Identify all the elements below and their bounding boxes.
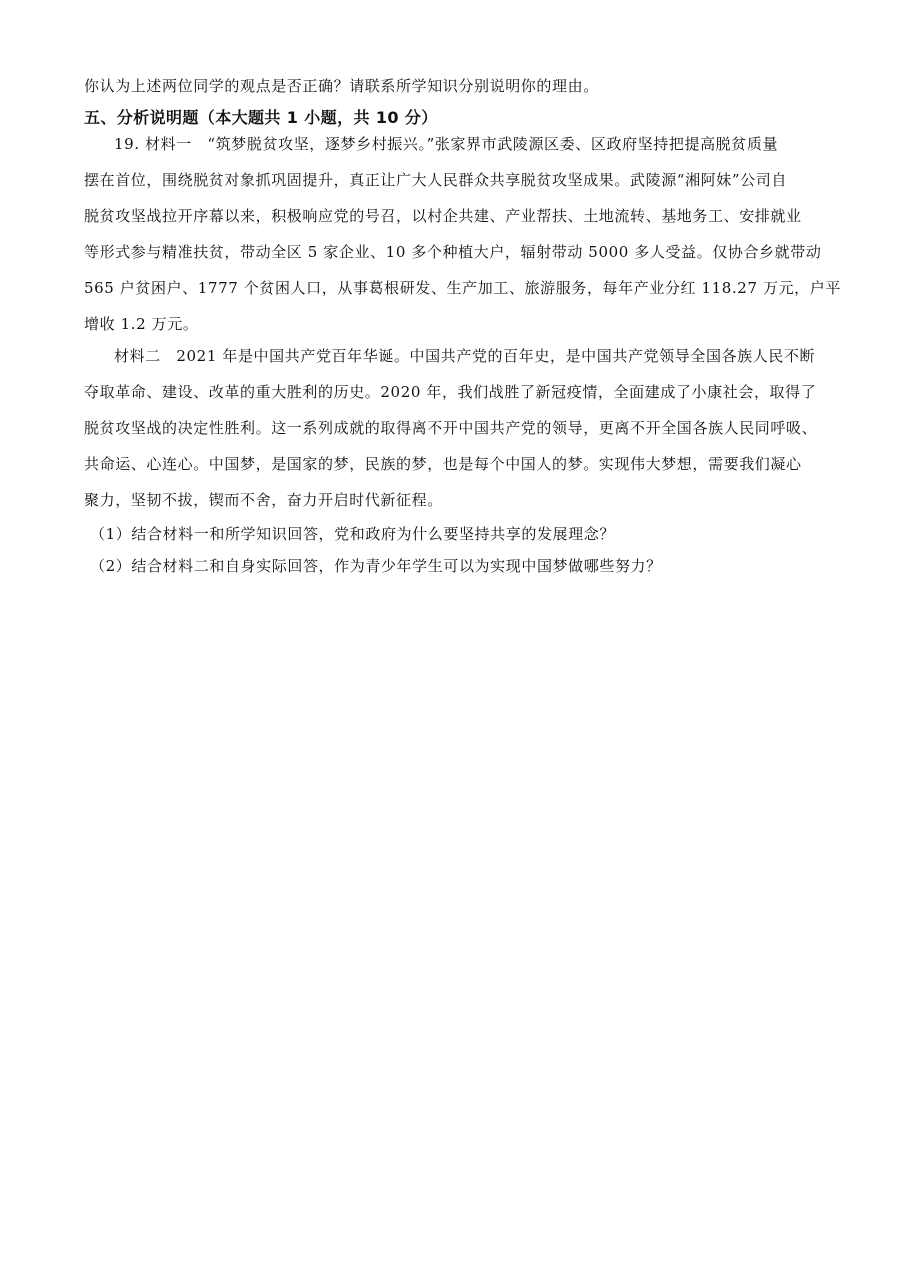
question-item: （2）结合材料二和自身实际回答，作为青少年学生可以为实现中国梦做哪些努力？	[90, 557, 662, 575]
paragraph-line: 共命运、心连心。中国梦，是国家的梦，民族的梦，也是每个中国人的梦。实现伟大梦想，需要我们凝心	[84, 455, 802, 473]
paragraph-line: 夺取革命、建设、改革的重大胜利的历史。2020 年，我们战胜了新冠疫情，全面建成了小康社会，取得了	[84, 383, 817, 401]
question-item: （1）结合材料一和所学知识回答，党和政府为什么要坚持共享的发展理念？	[90, 525, 615, 543]
paragraph-line: 等形式参与精准扶贫，带动全区 5 家企业、10 多个种植大户，辐射带动 5000 多人受益。仅协合乡就带动	[84, 243, 822, 261]
paragraph-line: 19. 材料一 “筑梦脱贫攻坚，逐梦乡村振兴。”张家界市武陵源区委、区政府坚持把提高脱贫质量	[114, 135, 779, 153]
section-heading: 五、分析说明题（本大题共 1 小题，共 10 分）	[84, 108, 438, 127]
paragraph-line: 聚力，坚韧不拔，锲而不舍，奋力开启时代新征程。	[84, 491, 443, 509]
paragraph-line: 增收 1.2 万元。	[84, 315, 199, 333]
paragraph-line: 565 户贫困户、1777 个贫困人口，从事葛根研发、生产加工、旅游服务，每年产业分红 118.27 万元，户平	[84, 279, 841, 297]
intro-question-line: 你认为上述两位同学的观点是否正确？请联系所学知识分别说明你的理由。	[84, 77, 599, 95]
paragraph-line: 材料二 2021 年是中国共产党百年华诞。中国共产党的百年史，是中国共产党领导全国各族人民不断	[114, 347, 816, 365]
paragraph-line: 摆在首位，围绕脱贫对象抓巩固提升，真正让广大人民群众共享脱贫攻坚成果。武陵源“湘阿妹”公司自	[84, 171, 787, 189]
paragraph-line: 脱贫攻坚战的决定性胜利。这一系列成就的取得离不开中国共产党的领导，更离不开全国各族人民同呼吸、	[84, 419, 818, 437]
paragraph-line: 脱贫攻坚战拉开序幕以来，积极响应党的号召，以村企共建、产业帮扶、土地流转、基地务工、安排就业	[84, 207, 802, 225]
